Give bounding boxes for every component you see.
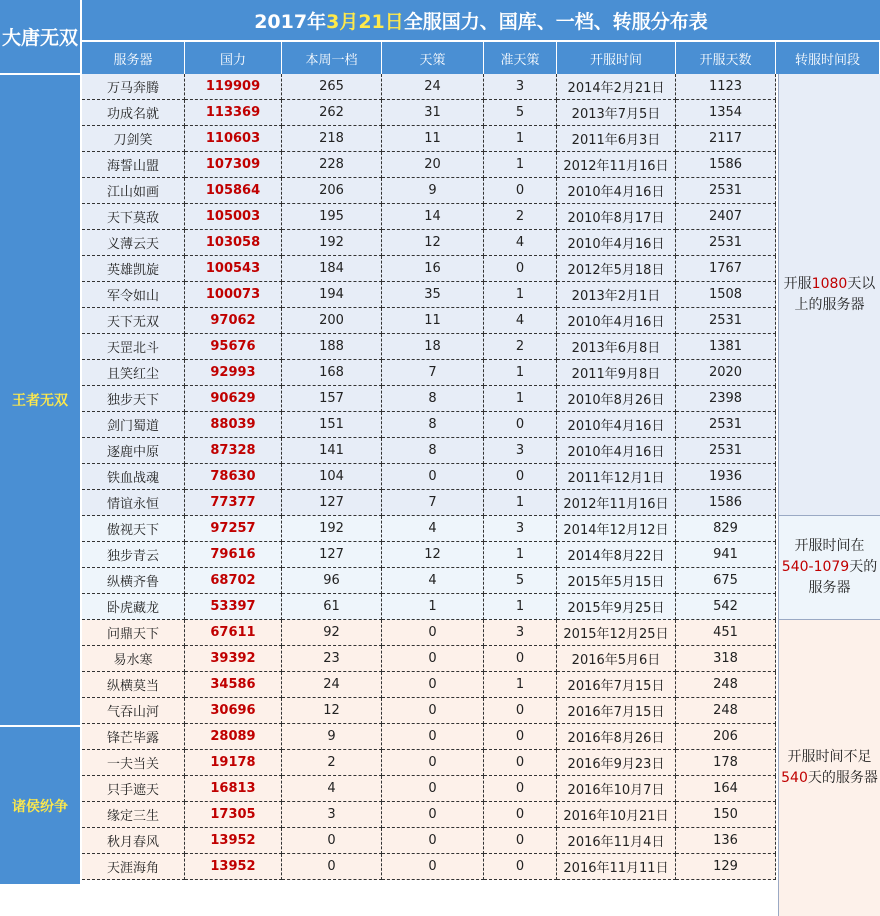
cell-open-date: 2013年2月1日 <box>557 282 676 308</box>
cell-open-days: 206 <box>676 724 776 750</box>
title-date: 3月21日 <box>326 10 404 33</box>
cell-open-date: 2014年12月12日 <box>557 516 676 542</box>
cell-zhun-tiance: 1 <box>484 126 557 152</box>
cell-server-name: 且笑红尘 <box>82 360 185 386</box>
note1-post: 天以上的服务器 <box>794 275 876 313</box>
cell-weekly-top: 157 <box>282 386 382 412</box>
cell-tiance: 8 <box>382 412 484 438</box>
cell-zhun-tiance: 5 <box>484 100 557 126</box>
cell-weekly-top: 228 <box>282 152 382 178</box>
cell-weekly-top: 127 <box>282 542 382 568</box>
note3-pre: 开服时间不足 <box>787 749 872 765</box>
cell-tiance: 0 <box>382 802 484 828</box>
cell-open-date: 2011年9月8日 <box>557 360 676 386</box>
cell-server-name: 天涯海角 <box>82 854 185 880</box>
cell-server-name: 逐鹿中原 <box>82 438 185 464</box>
cell-weekly-top: 141 <box>282 438 382 464</box>
cell-zhun-tiance: 1 <box>484 594 557 620</box>
cell-power: 90629 <box>185 386 282 412</box>
cell-server-name: 军令如山 <box>82 282 185 308</box>
cell-open-days: 1586 <box>676 490 776 516</box>
cell-zhun-tiance: 0 <box>484 724 557 750</box>
note3-num: 540 <box>781 770 808 786</box>
table-row <box>82 854 880 880</box>
cell-tiance: 8 <box>382 438 484 464</box>
table-row <box>82 802 880 828</box>
cell-power: 34586 <box>185 672 282 698</box>
cell-weekly-top: 127 <box>282 490 382 516</box>
cell-tiance: 14 <box>382 204 484 230</box>
cell-tiance: 35 <box>382 282 484 308</box>
cell-open-days: 2407 <box>676 204 776 230</box>
cell-open-days: 2531 <box>676 308 776 334</box>
cell-power: 92993 <box>185 360 282 386</box>
cell-server-name: 海誓山盟 <box>82 152 185 178</box>
cell-zhun-tiance: 1 <box>484 386 557 412</box>
table-row <box>82 490 880 516</box>
cell-power: 119909 <box>185 74 282 100</box>
table-row <box>82 568 880 594</box>
cell-open-date: 2015年9月25日 <box>557 594 676 620</box>
cell-open-days: 2398 <box>676 386 776 412</box>
cell-tiance: 4 <box>382 516 484 542</box>
cell-open-days: 941 <box>676 542 776 568</box>
cell-open-date: 2015年12月25日 <box>557 620 676 646</box>
cell-power: 13952 <box>185 828 282 854</box>
cell-tiance: 12 <box>382 542 484 568</box>
cell-power: 53397 <box>185 594 282 620</box>
cell-tiance: 7 <box>382 490 484 516</box>
cell-open-days: 451 <box>676 620 776 646</box>
cell-weekly-top: 168 <box>282 360 382 386</box>
table-row <box>82 308 880 334</box>
cell-open-days: 2531 <box>676 230 776 256</box>
cell-zhun-tiance: 0 <box>484 854 557 880</box>
note1-num: 1080 <box>811 275 848 292</box>
cell-weekly-top: 12 <box>282 698 382 724</box>
cell-open-days: 2531 <box>676 438 776 464</box>
header-server: 服务器 <box>82 42 185 74</box>
cell-tiance: 0 <box>382 672 484 698</box>
cell-tiance: 8 <box>382 386 484 412</box>
cell-power: 105003 <box>185 204 282 230</box>
cell-open-date: 2010年4月16日 <box>557 178 676 204</box>
cell-open-date: 2012年11月16日 <box>557 152 676 178</box>
cell-server-name: 英雄凯旋 <box>82 256 185 282</box>
cell-open-days: 248 <box>676 698 776 724</box>
cell-open-date: 2010年4月16日 <box>557 230 676 256</box>
header-weekly-top: 本周一档 <box>282 42 382 74</box>
cell-open-days: 2531 <box>676 178 776 204</box>
cell-weekly-top: 0 <box>282 854 382 880</box>
cell-zhun-tiance: 0 <box>484 412 557 438</box>
header-power: 国力 <box>185 42 282 74</box>
cell-tiance: 0 <box>382 698 484 724</box>
cell-server-name: 气吞山河 <box>82 698 185 724</box>
cell-server-name: 天下莫敌 <box>82 204 185 230</box>
table-header <box>82 42 880 74</box>
title-year: 2017年 <box>254 10 327 33</box>
cell-power: 67611 <box>185 620 282 646</box>
cell-open-date: 2012年11月16日 <box>557 490 676 516</box>
cell-tiance: 1 <box>382 594 484 620</box>
cell-open-days: 542 <box>676 594 776 620</box>
cell-tiance: 16 <box>382 256 484 282</box>
cell-zhun-tiance: 3 <box>484 438 557 464</box>
cell-power: 95676 <box>185 334 282 360</box>
cell-power: 87328 <box>185 438 282 464</box>
cell-open-days: 2117 <box>676 126 776 152</box>
cell-zhun-tiance: 2 <box>484 334 557 360</box>
cell-server-name: 天罡北斗 <box>82 334 185 360</box>
cell-open-days: 129 <box>676 854 776 880</box>
cell-zhun-tiance: 1 <box>484 282 557 308</box>
cell-power: 28089 <box>185 724 282 750</box>
cell-weekly-top: 194 <box>282 282 382 308</box>
cell-weekly-top: 262 <box>282 100 382 126</box>
cell-weekly-top: 195 <box>282 204 382 230</box>
cell-open-days: 1936 <box>676 464 776 490</box>
cell-weekly-top: 184 <box>282 256 382 282</box>
cell-server-name: 傲视天下 <box>82 516 185 542</box>
cell-tiance: 0 <box>382 776 484 802</box>
cell-server-name: 义薄云天 <box>82 230 185 256</box>
cell-open-date: 2015年5月15日 <box>557 568 676 594</box>
cell-zhun-tiance: 1 <box>484 360 557 386</box>
cell-weekly-top: 92 <box>282 620 382 646</box>
cell-tiance: 0 <box>382 854 484 880</box>
cell-power: 13952 <box>185 854 282 880</box>
cell-open-date: 2014年2月21日 <box>557 74 676 100</box>
cell-server-name: 秋月春风 <box>82 828 185 854</box>
cell-power: 16813 <box>185 776 282 802</box>
header-zhun-tiance: 准天策 <box>484 42 557 74</box>
cell-server-name: 易水寒 <box>82 646 185 672</box>
cell-tiance: 20 <box>382 152 484 178</box>
table-row <box>82 516 880 542</box>
table-row <box>82 204 880 230</box>
cell-open-date: 2011年12月1日 <box>557 464 676 490</box>
cell-open-date: 2016年9月23日 <box>557 750 676 776</box>
cell-server-name: 独步青云 <box>82 542 185 568</box>
cell-weekly-top: 9 <box>282 724 382 750</box>
table-row <box>82 464 880 490</box>
table-row <box>82 152 880 178</box>
cell-weekly-top: 104 <box>282 464 382 490</box>
cell-zhun-tiance: 2 <box>484 204 557 230</box>
cell-open-date: 2016年7月15日 <box>557 672 676 698</box>
title-rest: 全服国力、国库、一档、转服分布表 <box>403 10 708 33</box>
cell-tiance: 11 <box>382 308 484 334</box>
server-table <box>82 42 880 880</box>
table-row <box>82 74 880 100</box>
cell-tiance: 0 <box>382 620 484 646</box>
table-row <box>82 828 880 854</box>
cell-zhun-tiance: 0 <box>484 646 557 672</box>
cell-power: 19178 <box>185 750 282 776</box>
cell-open-date: 2014年8月22日 <box>557 542 676 568</box>
cell-server-name: 铁血战魂 <box>82 464 185 490</box>
table-row <box>82 672 880 698</box>
cell-power: 88039 <box>185 412 282 438</box>
cell-zhun-tiance: 3 <box>484 74 557 100</box>
cell-open-days: 318 <box>676 646 776 672</box>
cell-zhun-tiance: 4 <box>484 230 557 256</box>
table-row <box>82 438 880 464</box>
cell-weekly-top: 200 <box>282 308 382 334</box>
cell-power: 113369 <box>185 100 282 126</box>
cell-tiance: 31 <box>382 100 484 126</box>
header-open-days: 开服天数 <box>676 42 776 74</box>
cell-power: 17305 <box>185 802 282 828</box>
transfer-note-540-1079 <box>778 516 880 620</box>
cell-zhun-tiance: 0 <box>484 828 557 854</box>
note3-post: 天的服务器 <box>807 770 878 786</box>
cell-zhun-tiance: 0 <box>484 464 557 490</box>
note2-pre: 开服时间在 <box>794 538 865 554</box>
cell-tiance: 0 <box>382 828 484 854</box>
cell-zhun-tiance: 3 <box>484 516 557 542</box>
note1-pre: 开服 <box>783 275 812 292</box>
cell-power: 77377 <box>185 490 282 516</box>
cell-open-days: 1354 <box>676 100 776 126</box>
cell-zhun-tiance: 1 <box>484 152 557 178</box>
cell-tiance: 9 <box>382 178 484 204</box>
cell-server-name: 万马奔腾 <box>82 74 185 100</box>
cell-open-days: 1123 <box>676 74 776 100</box>
cell-server-name: 只手遮天 <box>82 776 185 802</box>
table-body <box>82 74 880 880</box>
cell-power: 103058 <box>185 230 282 256</box>
cell-zhun-tiance: 1 <box>484 490 557 516</box>
cell-server-name: 缘定三生 <box>82 802 185 828</box>
table-row <box>82 126 880 152</box>
cell-tiance: 11 <box>382 126 484 152</box>
note2-post: 天的服务器 <box>808 559 878 596</box>
cell-tiance: 0 <box>382 750 484 776</box>
table-row <box>82 542 880 568</box>
cell-server-name: 天下无双 <box>82 308 185 334</box>
cell-zhun-tiance: 0 <box>484 256 557 282</box>
cell-weekly-top: 61 <box>282 594 382 620</box>
cell-server-name: 刀剑笑 <box>82 126 185 152</box>
cell-open-days: 164 <box>676 776 776 802</box>
group-label-wangzhe: 王者无双 <box>0 75 80 725</box>
table-row <box>82 178 880 204</box>
cell-open-days: 1586 <box>676 152 776 178</box>
cell-server-name: 卧虎藏龙 <box>82 594 185 620</box>
cell-open-date: 2016年8月26日 <box>557 724 676 750</box>
transfer-note-1080 <box>778 74 880 516</box>
cell-weekly-top: 151 <box>282 412 382 438</box>
header-transfer-period: 转服时间段 <box>776 42 880 74</box>
table-row <box>82 256 880 282</box>
cell-weekly-top: 206 <box>282 178 382 204</box>
cell-zhun-tiance: 5 <box>484 568 557 594</box>
note2-num: 540-1079 <box>781 559 850 575</box>
cell-weekly-top: 192 <box>282 516 382 542</box>
cell-open-date: 2016年10月21日 <box>557 802 676 828</box>
cell-power: 79616 <box>185 542 282 568</box>
cell-power: 39392 <box>185 646 282 672</box>
cell-open-days: 1508 <box>676 282 776 308</box>
cell-tiance: 7 <box>382 360 484 386</box>
page-title <box>82 0 880 40</box>
cell-power: 110603 <box>185 126 282 152</box>
cell-server-name: 锋芒毕露 <box>82 724 185 750</box>
cell-zhun-tiance: 0 <box>484 776 557 802</box>
cell-tiance: 24 <box>382 74 484 100</box>
cell-tiance: 4 <box>382 568 484 594</box>
cell-open-date: 2010年8月26日 <box>557 386 676 412</box>
cell-open-days: 248 <box>676 672 776 698</box>
cell-tiance: 18 <box>382 334 484 360</box>
cell-zhun-tiance: 1 <box>484 672 557 698</box>
cell-open-date: 2011年6月3日 <box>557 126 676 152</box>
header-open-date: 开服时间 <box>557 42 676 74</box>
cell-open-date: 2012年5月18日 <box>557 256 676 282</box>
group-label-zhuhou: 诸侯纷争 <box>0 726 80 884</box>
cell-power: 105864 <box>185 178 282 204</box>
cell-zhun-tiance: 0 <box>484 178 557 204</box>
cell-power: 30696 <box>185 698 282 724</box>
cell-open-days: 829 <box>676 516 776 542</box>
cell-zhun-tiance: 4 <box>484 308 557 334</box>
cell-zhun-tiance: 0 <box>484 802 557 828</box>
cell-power: 97257 <box>185 516 282 542</box>
cell-open-date: 2013年7月5日 <box>557 100 676 126</box>
cell-server-name: 问鼎天下 <box>82 620 185 646</box>
table-row <box>82 698 880 724</box>
table-row <box>82 334 880 360</box>
table-row <box>82 646 880 672</box>
cell-weekly-top: 265 <box>282 74 382 100</box>
cell-open-date: 2010年4月16日 <box>557 438 676 464</box>
cell-weekly-top: 24 <box>282 672 382 698</box>
cell-tiance: 0 <box>382 464 484 490</box>
cell-open-days: 178 <box>676 750 776 776</box>
cell-power: 97062 <box>185 308 282 334</box>
cell-open-date: 2016年7月15日 <box>557 698 676 724</box>
cell-server-name: 剑门蜀道 <box>82 412 185 438</box>
table-row <box>82 282 880 308</box>
cell-weekly-top: 4 <box>282 776 382 802</box>
table-row <box>82 724 880 750</box>
transfer-note-under-540 <box>778 620 880 916</box>
cell-weekly-top: 96 <box>282 568 382 594</box>
cell-open-date: 2010年8月17日 <box>557 204 676 230</box>
cell-server-name: 情谊永恒 <box>82 490 185 516</box>
cell-open-date: 2016年11月4日 <box>557 828 676 854</box>
table-row <box>82 620 880 646</box>
table-row <box>82 594 880 620</box>
cell-weekly-top: 192 <box>282 230 382 256</box>
table-row <box>82 776 880 802</box>
cell-open-date: 2010年4月16日 <box>557 308 676 334</box>
cell-power: 100543 <box>185 256 282 282</box>
cell-weekly-top: 188 <box>282 334 382 360</box>
cell-weekly-top: 3 <box>282 802 382 828</box>
cell-server-name: 功成名就 <box>82 100 185 126</box>
table-row <box>82 100 880 126</box>
cell-weekly-top: 23 <box>282 646 382 672</box>
cell-server-name: 纵横齐鲁 <box>82 568 185 594</box>
cell-open-days: 1767 <box>676 256 776 282</box>
cell-server-name: 一夫当关 <box>82 750 185 776</box>
cell-open-date: 2013年6月8日 <box>557 334 676 360</box>
cell-tiance: 0 <box>382 724 484 750</box>
table-row <box>82 360 880 386</box>
cell-server-name: 纵横莫当 <box>82 672 185 698</box>
cell-open-days: 2531 <box>676 412 776 438</box>
cell-power: 68702 <box>185 568 282 594</box>
cell-open-days: 2020 <box>676 360 776 386</box>
table-row <box>82 230 880 256</box>
cell-power: 78630 <box>185 464 282 490</box>
cell-power: 100073 <box>185 282 282 308</box>
header-tiance: 天策 <box>382 42 484 74</box>
cell-weekly-top: 2 <box>282 750 382 776</box>
cell-weekly-top: 0 <box>282 828 382 854</box>
cell-zhun-tiance: 3 <box>484 620 557 646</box>
cell-zhun-tiance: 1 <box>484 542 557 568</box>
cell-open-days: 136 <box>676 828 776 854</box>
cell-zhun-tiance: 0 <box>484 698 557 724</box>
brand-label: 大唐无双 <box>0 0 80 74</box>
cell-open-days: 675 <box>676 568 776 594</box>
table-row <box>82 750 880 776</box>
cell-power: 107309 <box>185 152 282 178</box>
cell-open-days: 150 <box>676 802 776 828</box>
cell-zhun-tiance: 0 <box>484 750 557 776</box>
cell-open-date: 2016年10月7日 <box>557 776 676 802</box>
table-row <box>82 412 880 438</box>
cell-open-days: 1381 <box>676 334 776 360</box>
cell-weekly-top: 218 <box>282 126 382 152</box>
cell-server-name: 独步天下 <box>82 386 185 412</box>
cell-tiance: 12 <box>382 230 484 256</box>
cell-open-date: 2016年11月11日 <box>557 854 676 880</box>
cell-server-name: 江山如画 <box>82 178 185 204</box>
cell-open-date: 2016年5月6日 <box>557 646 676 672</box>
cell-open-date: 2010年4月16日 <box>557 412 676 438</box>
cell-tiance: 0 <box>382 646 484 672</box>
table-row <box>82 386 880 412</box>
